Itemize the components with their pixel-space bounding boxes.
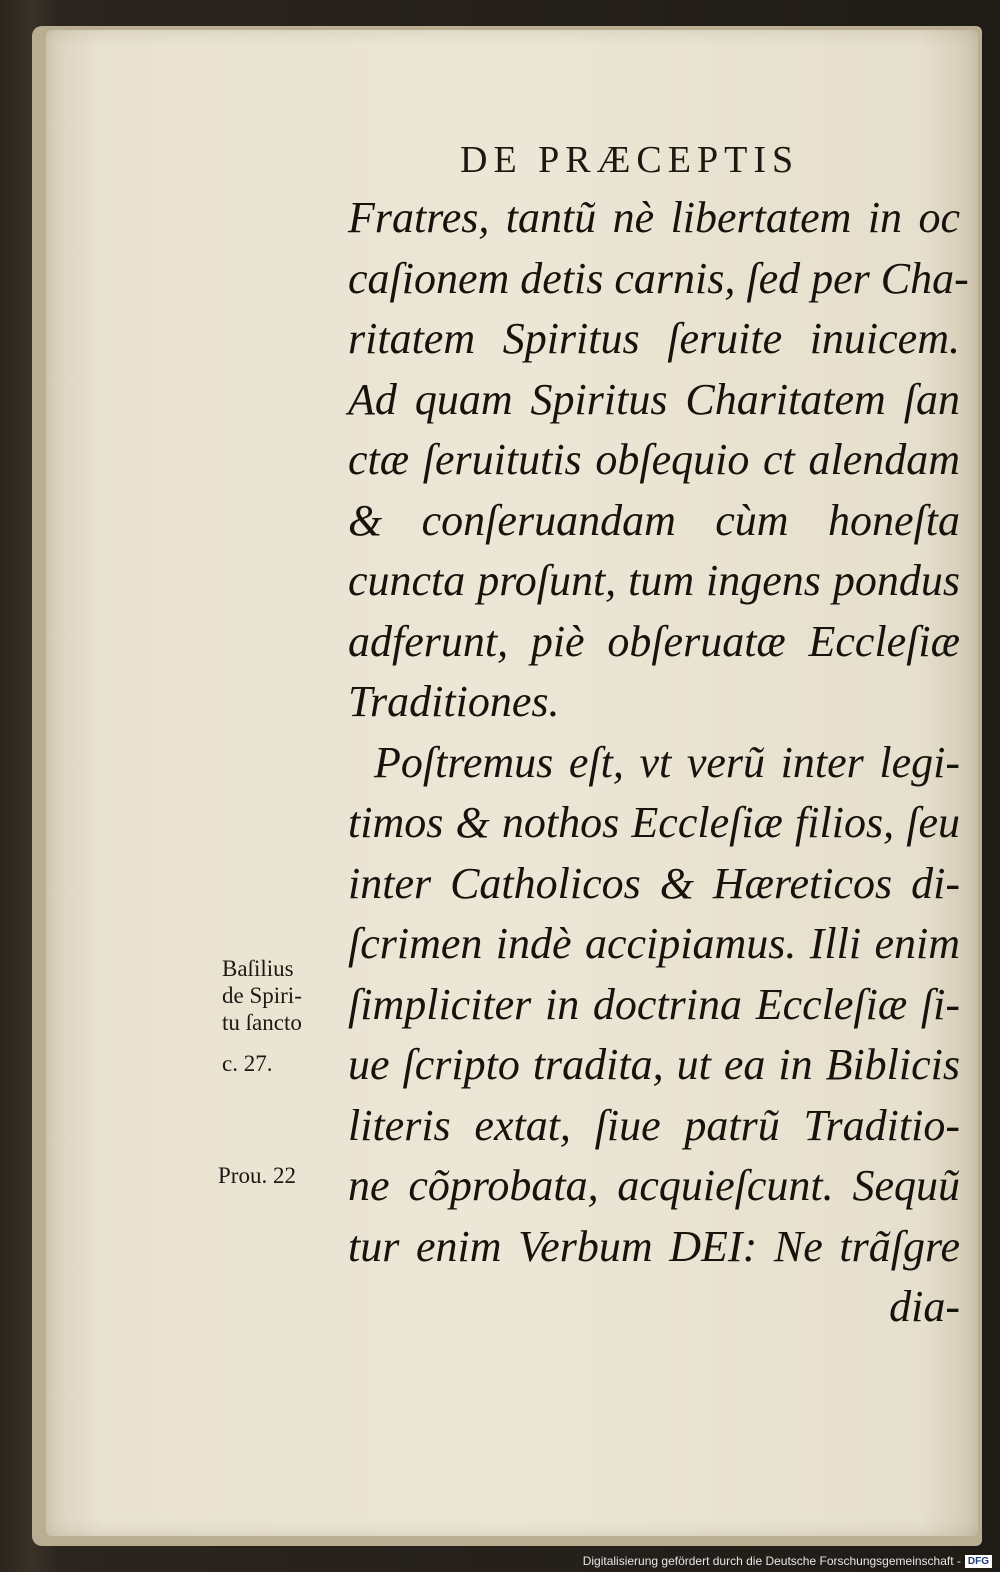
text-line: ſimpliciter in doctrina Eccleſiæ ſi- — [348, 979, 960, 1029]
text-line: caſionem detis carnis, ſed per Cha- — [348, 253, 969, 303]
margin-note-line: Prou. 22 — [218, 1163, 296, 1188]
text-line: Traditiones. — [348, 677, 560, 726]
footer-text: Digitalisierung gefördert durch die Deutsche Forschungsgemeinschaft - — [582, 1554, 961, 1568]
text-line: literis extat, ſiue patrũ Traditio- — [348, 1100, 960, 1150]
text-line: ctæ ſeruitutis obſequio ct alendam — [348, 435, 960, 484]
text-line: timos & nothos Eccleſiæ filios, ſeu — [348, 798, 960, 847]
text-line: inter Catholicos & Hæreticos di- — [348, 858, 960, 908]
running-head: DE PRÆCEPTIS — [460, 139, 800, 181]
text-line: ne cõprobata, acquieſcunt. Sequũ — [348, 1161, 960, 1210]
dfg-logo: DFG — [965, 1555, 992, 1568]
text-line: Poſtremus eſt, vt verũ inter legi- — [374, 737, 960, 787]
text-line: cuncta proſunt, tum ingens pondus — [348, 556, 960, 605]
digitization-footer — [583, 1554, 992, 1568]
margin-note-line: tu ſancto — [222, 1010, 302, 1035]
text-line: tur enim Verbum DEI: Ne trãſgre — [348, 1221, 960, 1271]
text-line: adferunt, piè obſeruatæ Eccleſiæ — [348, 616, 960, 666]
body-text — [348, 188, 969, 1338]
margin-note-basilius — [222, 955, 302, 1077]
margin-note-proverbs — [218, 1162, 296, 1189]
text-line: ritatem Spiritus ſeruite inuicem. — [348, 314, 960, 363]
text-line: ſcrimen indè accipiamus. Illi enim — [348, 919, 960, 968]
margin-note-line: Baſilius — [222, 956, 294, 981]
text-line: & conſeruandam cùm honeſta — [348, 495, 960, 545]
text-line: Ad quam Spiritus Charitatem ſan — [348, 374, 960, 424]
margin-note-line: c. 27. — [222, 1051, 273, 1076]
text-line: ue ſcripto tradita, ut ea in Biblicis — [348, 1040, 960, 1089]
text-line: Fratres, tantũ nè libertatem in oc — [348, 193, 960, 242]
catchword: dia- — [889, 1282, 960, 1331]
margin-note-line: de Spiri- — [222, 983, 302, 1008]
